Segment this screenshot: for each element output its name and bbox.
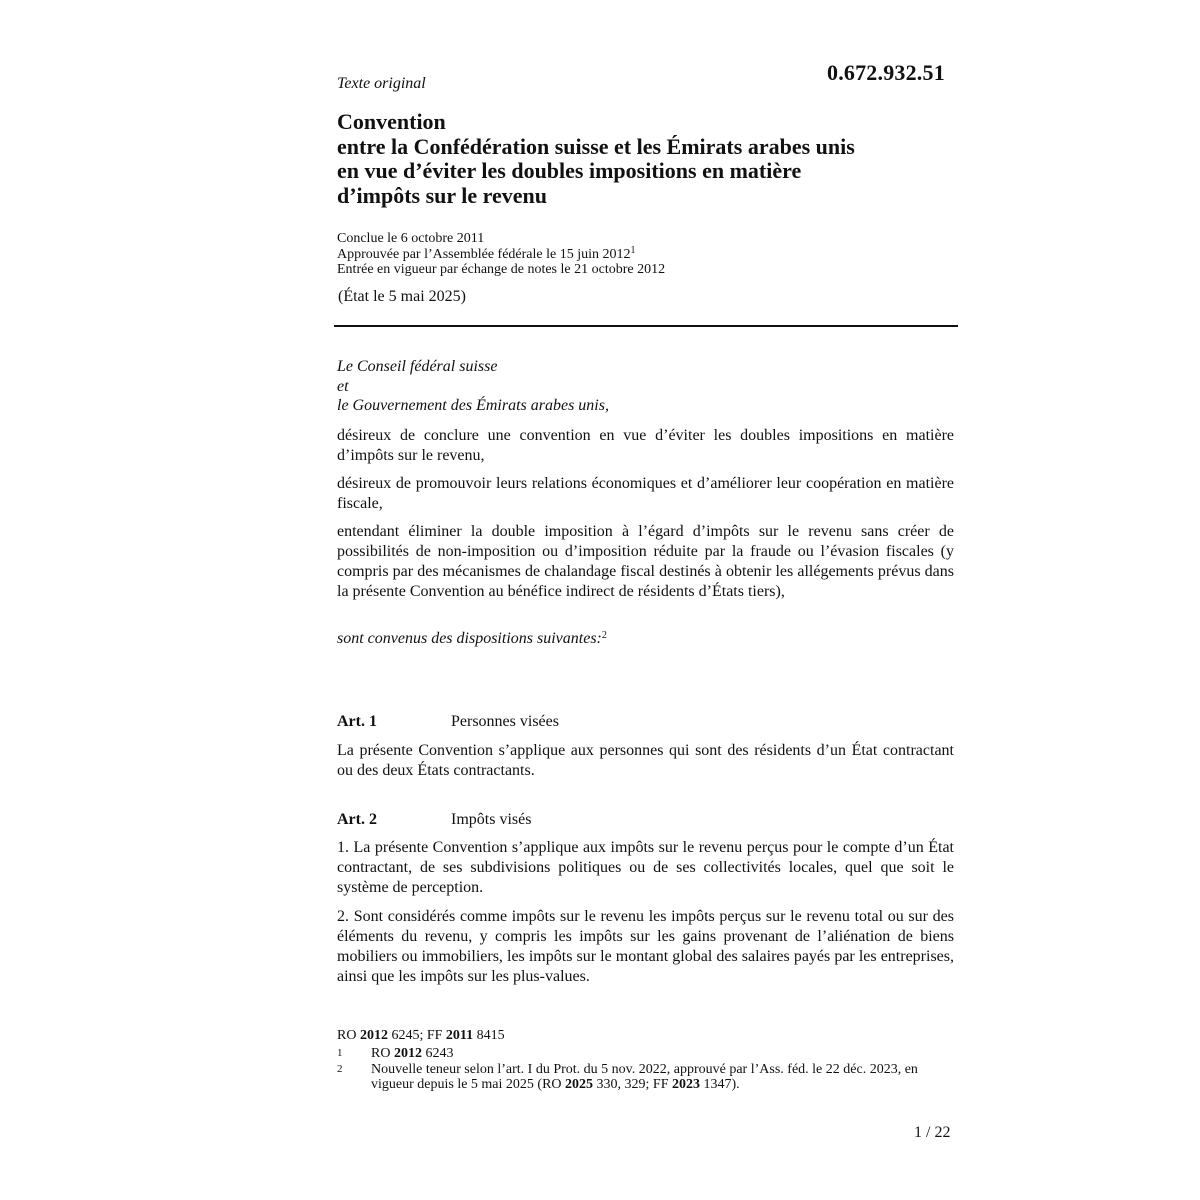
article-1-text: La présente Convention s’applique aux personnes qui sont des résidents d’un État contractant ou des deux États contractants. [337, 742, 954, 779]
approved-date: Approuvée par l’Assemblée fédérale le 15 juin 2012$^1$ [337, 244, 636, 262]
title-line-1: Convention [337, 109, 446, 134]
contracting-parties [337, 357, 609, 416]
title-line-3: en vue d’éviter les doubles impositions en matière [337, 158, 802, 183]
preamble-conclusion: sont convenus des dispositions suivantes:$^2$ [337, 630, 607, 647]
preamble-paragraph-3: entendant éliminer la double imposition à l’égard d’impôts sur le revenu sans créer de possibilités de non-imposition ou d’imposition réduite par la fraude ou l’évasion fiscales (y compris par des mécanismes de chalandage fiscal destinés à obtenir les allégements prévus dans la présente Convention au bénéfice indirect de résidents d’États tiers), [337, 523, 954, 600]
party-conjunction: et [337, 377, 349, 395]
footnote-2-text: Nouvelle teneur selon l’art. I du Prot. du 5 nov. 2022, approuvé par l’Ass. féd. le 22 déc. 2023, en vigueur depuis le 5 mai 2025 (RO 2025 330, 329; FF 2023 1347). [371, 1061, 918, 1092]
title-line-4: d’impôts sur le revenu [337, 182, 548, 208]
concluded-date: Conclue le 6 octobre 2011 [337, 231, 485, 246]
footnote-ref-2[interactable]: 2 [601, 630, 607, 641]
in-force-date: Entrée en vigueur par échange de notes le 21 octobre 2012 [337, 262, 666, 277]
footnote-ref-1[interactable]: 1 [630, 244, 636, 256]
article-1-number: Art. 1 [337, 713, 377, 730]
document-title [337, 110, 957, 208]
state-date: (État le 5 mai 2025) [338, 288, 466, 305]
article-2-paragraph-2: 2. Sont considérés comme impôts sur le revenu les impôts perçus sur le revenu total ou sur des éléments du revenu, y compris les impôts sur les gains provenant de l’aliénation de biens mobiliers ou immobiliers, les impôts sur le montant global des salaires payés par les entreprises, ainsi que les impôts sur les plus-values. [337, 908, 954, 985]
article-2-heading [337, 811, 531, 829]
article-1-title: Personnes visées [451, 713, 559, 730]
party-switzerland: Le Conseil fédéral suisse [337, 358, 498, 375]
article-2-title: Impôts visés [451, 811, 532, 828]
footnotes [337, 1046, 931, 1093]
reference-number: 0.672.932.51 [827, 60, 945, 85]
treaty-metadata [337, 231, 665, 278]
article-2-number: Art. 2 [337, 811, 377, 828]
original-text-label: Texte original [337, 75, 426, 92]
preamble-paragraph-1: désireux de conclure une convention en vue d’éviter les doubles impositions en matière d’impôts sur le revenu, [337, 427, 954, 464]
footnote-1-number: 1 [337, 1047, 343, 1059]
party-uae: le Gouvernement des Émirats arabes unis, [337, 397, 609, 414]
page-number: 1 / 22 [914, 1124, 951, 1141]
article-1-heading [337, 713, 559, 731]
preamble-paragraph-2: désireux de promouvoir leurs relations économiques et d’améliorer leur coopération en matière fiscale, [337, 475, 954, 512]
footnote-1 [337, 1046, 931, 1062]
footnote-2-number: 2 [337, 1062, 343, 1075]
article-2-paragraph-1: 1. La présente Convention s’applique aux impôts sur le revenu perçus pour le compte d’un État contractant, de ses subdivisions politiques ou de ses collectivités locales, quel que soit le système de perception. [337, 839, 954, 896]
footnote-1-text: RO 2012 6243 [371, 1046, 454, 1061]
official-compilation-reference: RO 2012 6245; FF 2011 8415 [337, 1028, 505, 1043]
title-line-2: entre la Confédération suisse et les Émirats arabes unis [337, 133, 855, 159]
footnote-2 [337, 1062, 931, 1093]
header-divider [334, 325, 958, 327]
